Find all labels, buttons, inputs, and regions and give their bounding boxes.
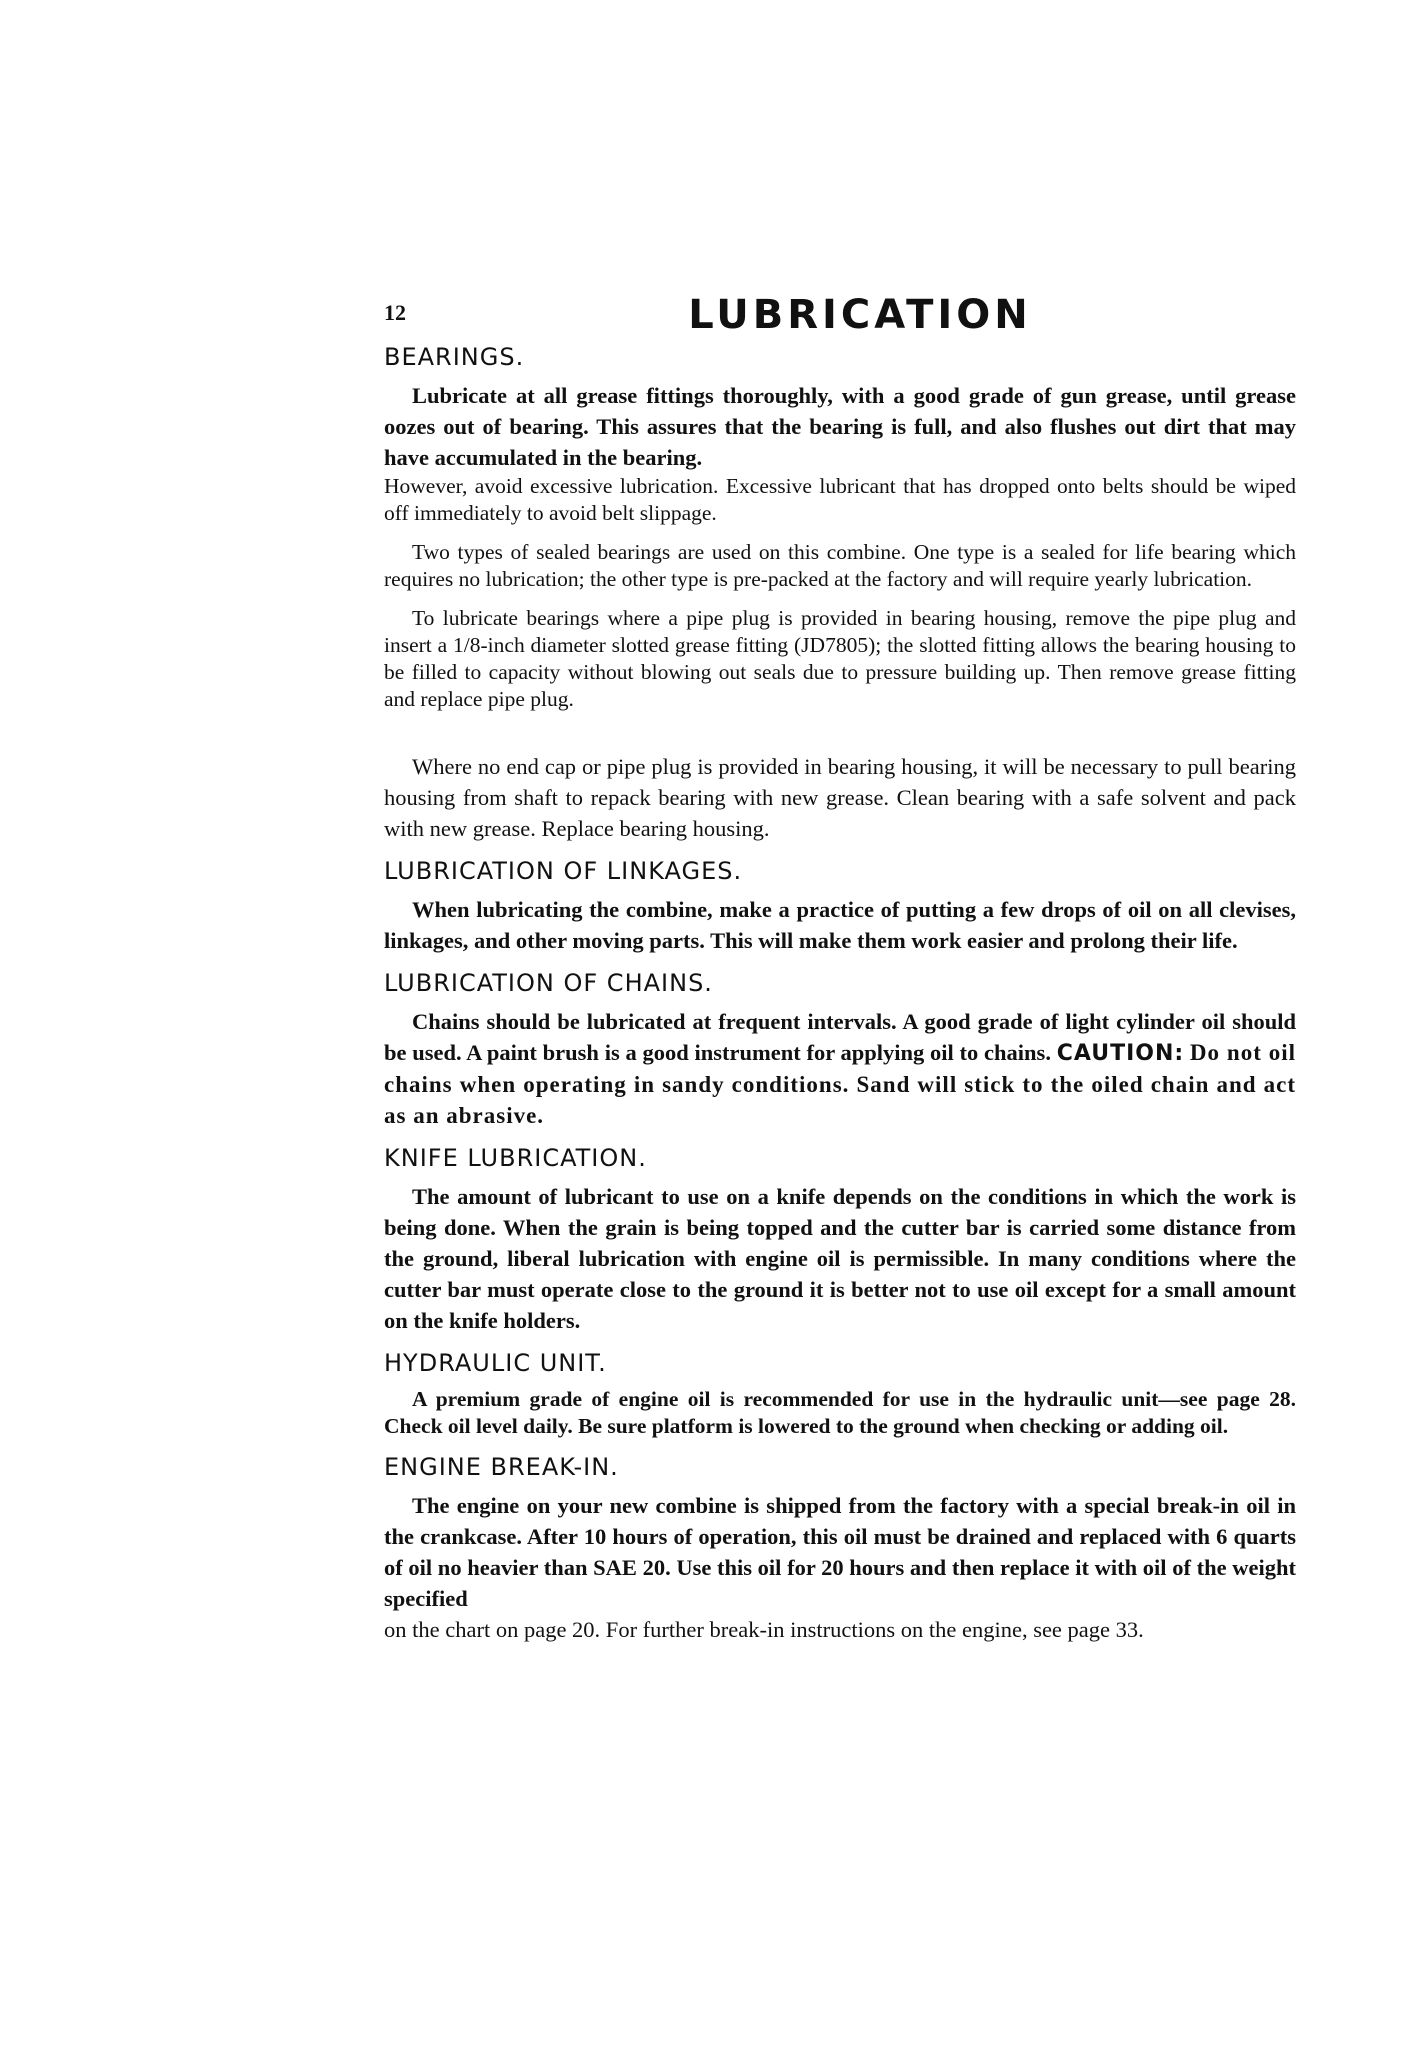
- paragraph: Lubricate at all grease fittings thoroughly, with a good grade of gun grease, until grease oozes out of bearing. This assures that the bearing is full, and also flushes out dirt that may have accumulated in the bearing.: [384, 383, 1296, 470]
- paragraph: When lubricating the combine, make a practice of putting a few drops of oil on all clevises, linkages, and other moving parts. This will make them work easier and prolong their life.: [384, 897, 1296, 953]
- paragraph: Two types of sealed bearings are used on this combine. One type is a sealed for life bearing which requires no lubrication; the other type is pre-packed at the factory and will require yearly lubrication.: [384, 540, 1296, 591]
- paragraph: However, avoid excessive lubrication. Excessive lubricant that has dropped onto belts should be wiped off immediately to avoid belt slippage.: [384, 474, 1296, 525]
- paragraph-text: Chains should be lubricated at frequent intervals. A good grade of light cylinder oil should be used. A paint brush is a good instrument for applying oil to chains.: [384, 1009, 1296, 1065]
- section-bearings: [384, 342, 1296, 844]
- section-heading: LUBRICATION OF LINKAGES.: [384, 857, 743, 885]
- section-heading: LUBRICATION OF CHAINS.: [384, 969, 713, 997]
- page: [384, 292, 1296, 1657]
- section-knife: [384, 1143, 1296, 1336]
- page-title: LUBRICATION: [688, 292, 1032, 338]
- page-header: [384, 292, 1296, 340]
- paragraph: A premium grade of engine oil is recommended for use in the hydraulic unit—see page 28. Check oil level daily. Be sure platform is lowered to the ground when checking or adding oil.: [384, 1387, 1296, 1438]
- paragraph-with-caution: [384, 1006, 1296, 1131]
- paragraph: on the chart on page 20. For further break-in instructions on the engine, see page 33.: [384, 1617, 1144, 1642]
- section-heading: HYDRAULIC UNIT.: [384, 1349, 607, 1377]
- paragraph: The amount of lubricant to use on a knife depends on the conditions in which the work is being done. When the grain is being topped and the cutter bar is carried some distance from the ground, liberal lubrication with engine oil is permissible. In many conditions where the cutter bar must operate close to the ground it is better not to use oil except for a small amount on the knife holders.: [384, 1184, 1296, 1333]
- section-chains: [384, 968, 1296, 1131]
- page-number: 12: [384, 300, 406, 325]
- section-heading: ENGINE BREAK-IN.: [384, 1453, 619, 1481]
- section-heading: KNIFE LUBRICATION.: [384, 1144, 647, 1172]
- paragraph: The engine on your new combine is shipped from the factory with a special break-in oil in the crankcase. After 10 hours of operation, this oil must be drained and replaced with 6 quarts of oil no heavier than SAE 20. Use this oil for 20 hours and then replace it with oil of the weight specified: [384, 1493, 1296, 1611]
- caution-text: Do not oil chains when operating in sandy conditions. Sand will stick to the oiled chain and act as an abrasive.: [384, 1040, 1297, 1128]
- caution-label: CAUTION:: [1056, 1041, 1185, 1066]
- section-heading: BEARINGS.: [384, 343, 525, 371]
- spacer: [384, 725, 1296, 751]
- paragraph: To lubricate bearings where a pipe plug is provided in bearing housing, remove the pipe plug and insert a 1/8-inch diameter slotted grease fitting (JD7805); the slotted fitting allows the bearing housing to be filled to capacity without blowing out seals due to pressure building up. Then remove grease fitting and replace pipe plug.: [384, 606, 1296, 711]
- paragraph: Where no end cap or pipe plug is provided in bearing housing, it will be necessary to pull bearing housing from shaft to repack bearing with new grease. Clean bearing with a safe solvent and pack with new grease. Replace bearing housing.: [384, 754, 1296, 841]
- section-linkages: [384, 856, 1296, 956]
- section-engine-break-in: [384, 1452, 1296, 1645]
- section-hydraulic: [384, 1348, 1296, 1440]
